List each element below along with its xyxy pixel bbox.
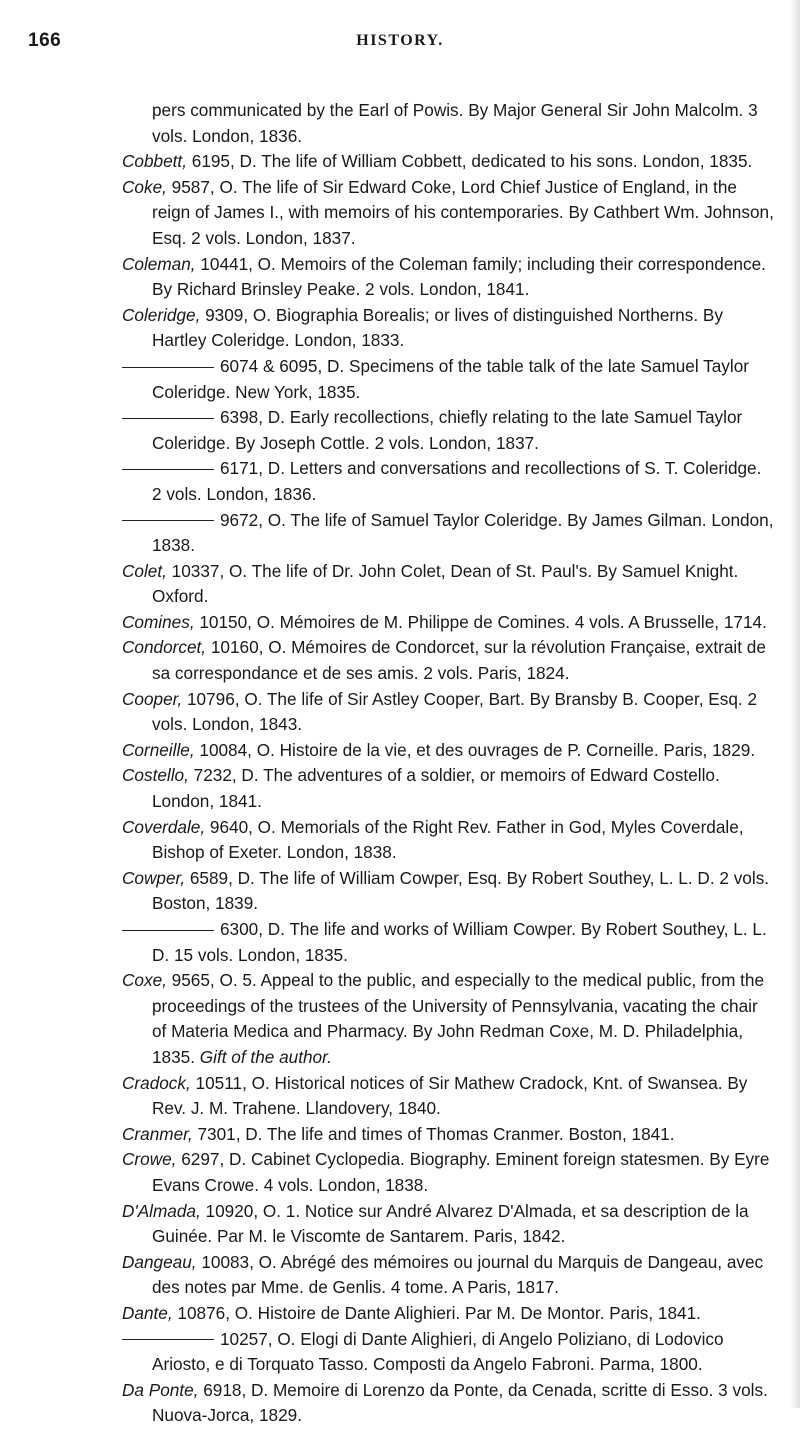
entry-name: Cradock, (122, 1072, 191, 1093)
catalogue-entry (122, 610, 774, 636)
entry-name: Cowper, (122, 867, 186, 888)
catalogue-entry (122, 252, 774, 303)
scan-edge-shadow (790, 0, 800, 1408)
ditto-rule (122, 930, 214, 931)
entry-text: 7301, D. The life and times of Thomas Cranmer. Boston, 1841. (192, 1123, 675, 1144)
catalogue-entry (122, 1071, 774, 1122)
catalogue-entry (122, 508, 774, 559)
entry-text: 6589, D. The life of William Cowper, Esq. By Robert Southey, L. L. D. 2 vols. Boston, 1839. (152, 867, 770, 914)
catalogue-entry (122, 738, 774, 764)
entry-text: 10337, O. The life of Dr. John Colet, Dean of St. Paul's. By Samuel Knight. Oxford. (152, 560, 739, 607)
entry-text: 9672, O. The life of Samuel Taylor Coleridge. By James Gilman. London, 1838. (152, 509, 774, 556)
ditto-rule (122, 1339, 214, 1340)
catalogue-entry (122, 354, 774, 405)
entry-name: Condorcet, (122, 637, 207, 658)
entry-name: Cranmer, (122, 1123, 193, 1144)
entry-text: 9587, O. The life of Sir Edward Coke, Lord Chief Justice of England, in the reign of James I., with memoirs of his contemporaries. By Cathbert Wm. Johnson, Esq. 2 vols. London, 1837. (152, 176, 774, 248)
catalogue-entry (122, 968, 774, 1070)
catalogue-entry (122, 763, 774, 814)
entry-text: 10441, O. Memoirs of the Coleman family; including their correspondence. By Richard Brinsley Peake. 2 vols. London, 1841. (152, 253, 766, 300)
entry-text: 10257, O. Elogi di Dante Alighieri, di Angelo Poliziano, di Lodovico Ariosto, e di Torquato Tasso. Composti da Angelo Fabroni. Parma, 1800. (152, 1328, 724, 1375)
entry-text: 10160, O. Mémoires de Condorcet, sur la révolution Française, extrait de sa correspondance et de ses amis. 2 vols. Paris, 1824. (152, 637, 766, 684)
entry-text: 9565, O. 5. Appeal to the public, and especially to the medical public, from the proceedings of the trustees of the University of Pennsylvania, vacating the chair of Materia Medica and Pharmacy. By John Redman Coxe, M. D. Philadelphia, 1835. (152, 970, 765, 1067)
entry-text: pers communicated by the Earl of Powis. By Major General Sir John Malcolm. 3 vols. London, 1836. (152, 100, 758, 146)
entry-name: Corneille, (122, 739, 195, 760)
catalogue-entry (122, 815, 774, 866)
catalogue-entry (122, 1327, 774, 1378)
entry-name: Coleridge, (122, 304, 201, 325)
entry-name: Coke, (122, 176, 167, 197)
catalogue-entry (122, 1301, 774, 1327)
entry-text: 10150, O. Mémoires de M. Philippe de Comines. 4 vols. A Brusselle, 1714. (194, 611, 767, 632)
entry-text: 6297, D. Cabinet Cyclopedia. Biography. Eminent foreign statesmen. By Eyre Evans Crowe. 4 vols. London, 1838. (152, 1149, 770, 1195)
catalogue-entry (122, 1147, 774, 1198)
catalogue-entry (122, 1250, 774, 1301)
entry-text: 10083, O. Abrégé des mémoires ou journal du Marquis de Dangeau, avec des notes par Mme. de Genlis. 4 tome. A Paris, 1817. (152, 1251, 764, 1298)
catalogue-entry (122, 456, 774, 507)
entry-name: Coverdale, (122, 816, 206, 837)
catalogue-entry (122, 1378, 774, 1429)
entry-name: Comines, (122, 611, 195, 632)
entry-name: Cooper, (122, 688, 183, 709)
entry-name: Dante, (122, 1302, 173, 1323)
entry-note: Gift of the author. (199, 1046, 332, 1067)
entry-name: Colet, (122, 560, 167, 581)
catalogue-entry (122, 635, 774, 686)
entry-text: 6171, D. Letters and conversations and recollections of S. T. Coleridge. 2 vols. London, 1836. (152, 458, 762, 504)
entry-text: 6918, D. Memoire di Lorenzo da Ponte, da Cenada, scritte di Esso. 3 vols. Nuova-Jorca, 1829. (152, 1379, 768, 1426)
entry-text: 6398, D. Early recollections, chiefly relating to the late Samuel Taylor Coleridge. By Joseph Cottle. 2 vols. London, 1837. (152, 407, 743, 453)
entry-text: 10920, O. 1. Notice sur André Alvarez D'Almada, et sa description de la Guinée. Par M. le Viscomte de Santarem. Paris, 1842. (152, 1200, 749, 1247)
catalogue-entry (122, 1199, 774, 1250)
catalogue-entry (122, 1122, 774, 1148)
entry-name: Coleman, (122, 253, 196, 274)
entry-text: 10511, O. Historical notices of Sir Mathew Cradock, Knt. of Swansea. By Rev. J. M. Trahene. Llandovery, 1840. (152, 1072, 748, 1119)
catalogue-entries (122, 98, 774, 1429)
entry-name: Da Ponte, (122, 1379, 199, 1400)
catalogue-entry (122, 559, 774, 610)
entry-name: D'Almada, (122, 1200, 201, 1221)
entry-text: 6195, D. The life of William Cobbett, dedicated to his sons. London, 1835. (186, 151, 753, 172)
catalogue-entry (122, 149, 774, 175)
entry-text: 6300, D. The life and works of William Cowper. By Robert Southey, L. L. D. 15 vols. London, 1835. (152, 919, 767, 965)
entry-text: 10084, O. Histoire de la vie, et des ouvrages de P. Corneille. Paris, 1829. (194, 739, 756, 760)
entry-text: 6074 & 6095, D. Specimens of the table talk of the late Samuel Taylor Coleridge. New York, 1835. (152, 355, 749, 402)
catalogue-entry (122, 866, 774, 917)
entry-name: Cobbett, (122, 151, 187, 172)
catalogue-entry (122, 687, 774, 738)
catalogue-entry (122, 303, 774, 354)
entry-name: Costello, (122, 765, 189, 786)
entry-text: 9309, O. Biographia Borealis; or lives of distinguished Northerns. By Hartley Coleridge. London, 1833. (152, 304, 723, 351)
ditto-rule (122, 418, 214, 419)
entry-text: 10876, O. Histoire de Dante Alighieri. Par M. De Montor. Paris, 1841. (172, 1302, 701, 1323)
entry-name: Coxe, (122, 970, 167, 991)
entry-name: Dangeau, (122, 1251, 197, 1272)
ditto-rule (122, 469, 214, 470)
entry-text: 7232, D. The adventures of a soldier, or memoirs of Edward Costello. London, 1841. (152, 765, 720, 812)
catalogue-entry (122, 175, 774, 252)
page-number: 166 (28, 30, 62, 51)
ditto-rule (122, 520, 214, 521)
catalogue-entry (122, 98, 774, 149)
running-head: HISTORY. (356, 32, 444, 49)
catalogue-entry (122, 917, 774, 968)
entry-name: Crowe, (122, 1149, 177, 1170)
catalogue-entry (122, 405, 774, 456)
entry-text: 9640, O. Memorials of the Right Rev. Father in God, Myles Coverdale, Bishop of Exeter. London, 1838. (152, 816, 744, 863)
entry-text: 10796, O. The life of Sir Astley Cooper, Bart. By Bransby B. Cooper, Esq. 2 vols. London, 1843. (152, 688, 758, 735)
ditto-rule (122, 367, 214, 368)
